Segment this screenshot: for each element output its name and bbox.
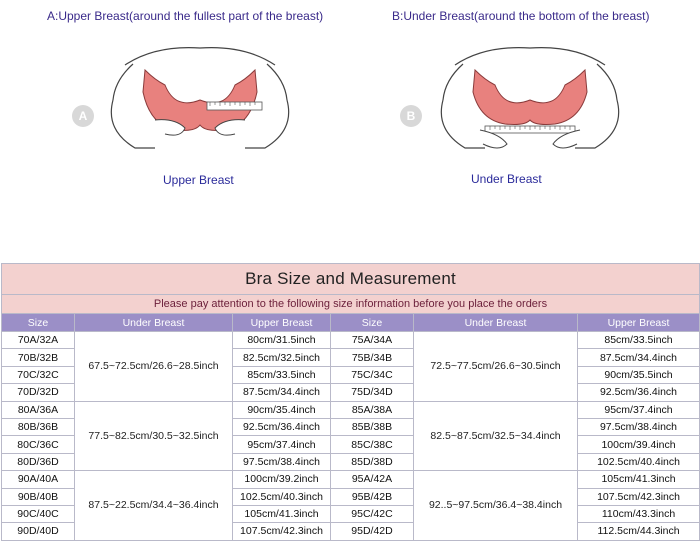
size-cell: 75B/34B: [331, 349, 414, 366]
size-cell: 95D/42D: [331, 523, 414, 540]
table-body: [2, 332, 700, 541]
size-cell: 90B/40B: [2, 488, 75, 505]
size-cell: 85A/38A: [331, 401, 414, 418]
figure-b-label: Under Breast: [471, 172, 542, 186]
upper-breast-cell: 82.5cm/32.5inch: [233, 349, 331, 366]
header-under-breast-left: Under Breast: [75, 314, 233, 332]
upper-breast-cell: 97.5cm/38.4inch: [578, 418, 700, 435]
upper-breast-cell: 107.5cm/42.3inch: [233, 523, 331, 540]
upper-breast-cell: 90cm/35.5inch: [578, 366, 700, 383]
upper-breast-cell: 112.5cm/44.3inch: [578, 523, 700, 540]
figure-a-caption: A:Upper Breast(around the fullest part of the breast): [47, 9, 324, 23]
size-cell: 95C/42C: [331, 505, 414, 522]
upper-breast-cell: 92.5cm/36.4inch: [578, 384, 700, 401]
size-cell: 80B/36B: [2, 418, 75, 435]
upper-breast-cell: 97.5cm/38.4inch: [233, 453, 331, 470]
table-row: [2, 471, 700, 488]
under-breast-illustration: [425, 30, 635, 170]
upper-breast-cell: 87.5cm/34.4inch: [233, 384, 331, 401]
header-size-right: Size: [331, 314, 414, 332]
size-cell: 90D/40D: [2, 523, 75, 540]
size-cell: 95B/42B: [331, 488, 414, 505]
upper-breast-cell: 102.5cm/40.3inch: [233, 488, 331, 505]
upper-breast-cell: 105cm/41.3inch: [233, 505, 331, 522]
upper-breast-cell: 85cm/33.5inch: [578, 332, 700, 349]
under-breast-cell: 82.5~87.5cm/32.5~34.4inch: [414, 401, 578, 471]
upper-breast-cell: 87.5cm/34.4inch: [578, 349, 700, 366]
under-breast-cell: 77.5~82.5cm/30.5~32.5inch: [75, 401, 233, 471]
upper-breast-cell: 95cm/37.4inch: [578, 401, 700, 418]
upper-breast-cell: 105cm/41.3inch: [578, 471, 700, 488]
under-breast-cell: 72.5~77.5cm/26.6~30.5inch: [414, 332, 578, 402]
upper-breast-cell: 95cm/37.4inch: [233, 436, 331, 453]
size-cell: 70A/32A: [2, 332, 75, 349]
table-title: Bra Size and Measurement: [2, 264, 700, 295]
size-cell: 70D/32D: [2, 384, 75, 401]
size-cell: 80D/36D: [2, 453, 75, 470]
under-breast-cell: 87.5~22.5cm/34.4~36.4inch: [75, 471, 233, 541]
header-upper-breast-right: Upper Breast: [578, 314, 700, 332]
size-cell: 75D/34D: [331, 384, 414, 401]
upper-breast-cell: 92.5cm/36.4inch: [233, 418, 331, 435]
upper-breast-cell: 110cm/43.3inch: [578, 505, 700, 522]
size-cell: 85C/38C: [331, 436, 414, 453]
table-notice: Please pay attention to the following size information before you place the orders: [2, 295, 700, 314]
upper-breast-cell: 85cm/33.5inch: [233, 366, 331, 383]
size-cell: 70C/32C: [2, 366, 75, 383]
upper-breast-cell: 80cm/31.5inch: [233, 332, 331, 349]
figure-b-caption: B:Under Breast(around the bottom of the breast): [392, 9, 650, 23]
table-row: [2, 332, 700, 349]
upper-breast-cell: 100cm/39.2inch: [233, 471, 331, 488]
size-cell: 80A/36A: [2, 401, 75, 418]
size-cell: 90A/40A: [2, 471, 75, 488]
upper-breast-cell: 100cm/39.4inch: [578, 436, 700, 453]
upper-breast-cell: 90cm/35.4inch: [233, 401, 331, 418]
size-cell: 80C/36C: [2, 436, 75, 453]
size-cell: 85B/38B: [331, 418, 414, 435]
size-cell: 70B/32B: [2, 349, 75, 366]
size-cell: 85D/38D: [331, 453, 414, 470]
figure-b-badge: B: [400, 105, 422, 127]
table-row: [2, 401, 700, 418]
size-cell: 95A/42A: [331, 471, 414, 488]
size-cell: 75A/34A: [331, 332, 414, 349]
header-under-breast-right: Under Breast: [414, 314, 578, 332]
figure-a-label: Upper Breast: [163, 173, 234, 187]
upper-breast-cell: 102.5cm/40.4inch: [578, 453, 700, 470]
figure-a-badge: A: [72, 105, 94, 127]
header-size-left: Size: [2, 314, 75, 332]
size-cell: 75C/34C: [331, 366, 414, 383]
upper-breast-cell: 107.5cm/42.3inch: [578, 488, 700, 505]
under-breast-cell: 92..5~97.5cm/36.4~38.4inch: [414, 471, 578, 541]
header-upper-breast-left: Upper Breast: [233, 314, 331, 332]
bra-size-table: [1, 263, 700, 541]
size-cell: 90C/40C: [2, 505, 75, 522]
under-breast-cell: 67.5~72.5cm/26.6~28.5inch: [75, 332, 233, 402]
upper-breast-illustration: [95, 30, 305, 170]
